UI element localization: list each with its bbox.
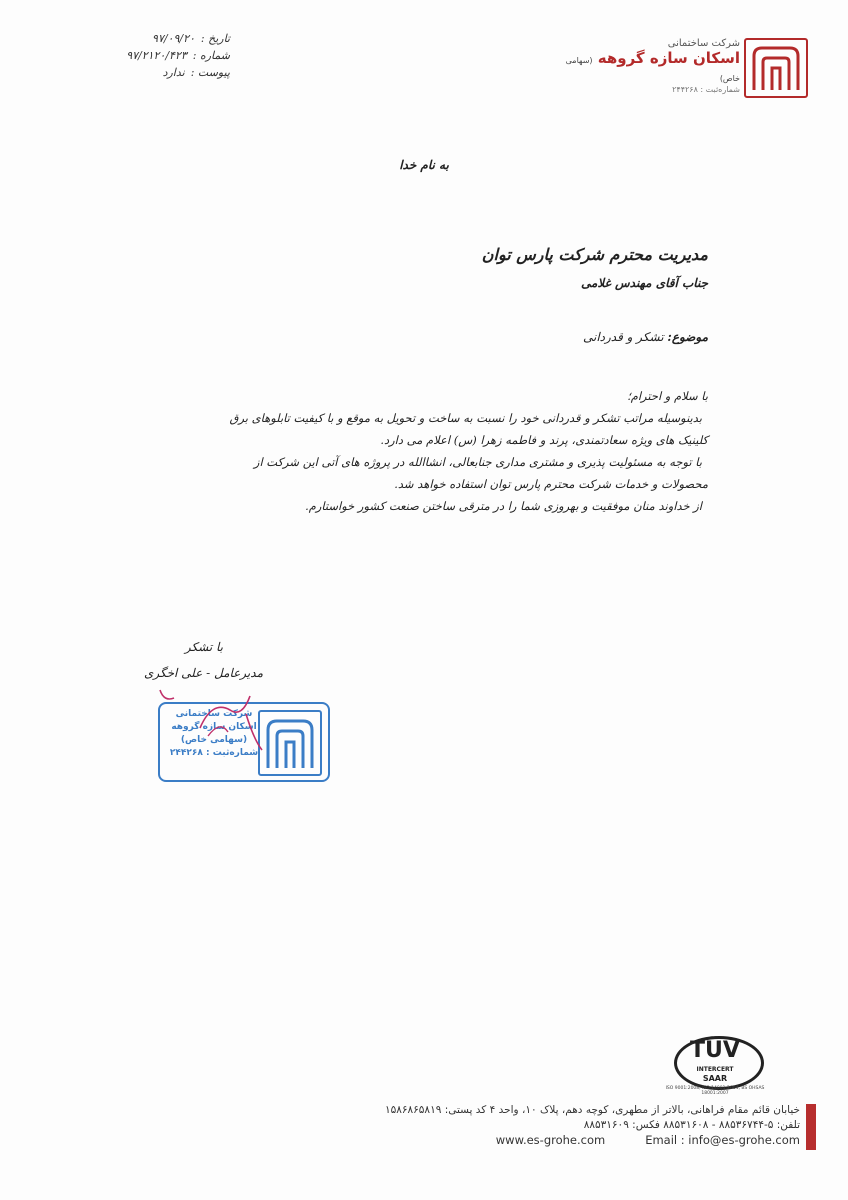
footer-email[interactable]: Email : info@es-grohe.com [645,1133,800,1147]
stamp-line: (سهامی خاص) [180,735,248,745]
attachment-label: پیوست : [190,66,230,79]
footer-web [340,1133,800,1148]
body-line: محصولات و خدمات شرکت محترم پارس توان استفاده خواهد شد. [394,477,708,491]
tuv-line1: INTERCERT [696,1066,734,1073]
body-line: از خداوند منان موفقیت و بهروزی شما را در مترقی ساختن صنعت کشور خواستارم. [305,499,702,513]
number-label: شماره : [192,49,230,62]
date-label: تاریخ : [200,32,230,45]
attachment-row [70,64,230,81]
tuv-line2: SAAR [702,1074,728,1083]
stamp-line: شماره‌ثبت : ۲۴۴۲۶۸ [169,748,259,758]
stamp-line: شرکت ساختمانی [175,709,253,719]
footer-accent-bar [806,1104,816,1150]
greeting: با سلام و احترام؛ [627,389,708,403]
stamp-line: اسکان سازه گروهه [171,722,257,732]
body-line: با توجه به مسئولیت پذیری و مشتری مداری جنابعالی، انشاالله در پروژه های آتی این شرکت از [253,455,702,469]
signature-block [113,634,263,686]
company-logo [558,36,808,100]
tuv-iso: ISO 9001:2008, ISO 14001:2004, BS OHSAS 18001:2007 [665,1086,765,1096]
subject-text: تشکر و قدردانی [582,330,664,344]
body-line: کلینیک های ویژه سعادتمندی، پرند و فاطمه زهرا (س) اعلام می دارد. [380,433,708,447]
letter-body [148,385,708,517]
recipient: مدیریت محترم شرکت پارس توان [481,245,708,264]
logo-emblem-icon [744,38,808,98]
body-line: بدینوسیله مراتب تشکر و قدردانی خود را نسبت به ساخت و تحویل به موقع و با کیفیت تابلوهای برق [229,411,702,425]
tuv-certification [660,1032,770,1102]
company-suffix: (سهامی خاص) [565,56,740,83]
company-registration: شماره‌ثبت : ۲۴۴۲۶۸ [672,85,740,94]
subject-label: موضوع: [667,330,708,344]
footer [340,1103,800,1148]
letter-meta [70,30,230,81]
footer-website[interactable]: www.es-grohe.com [495,1133,606,1147]
date-value: ۹۷/۰۹/۲۰ [152,32,195,45]
number-row [70,47,230,64]
date-row [70,30,230,47]
company-type: شرکت ساختمانی [667,38,740,49]
bismillah: به نام خدا [399,158,449,172]
subject-line [583,330,708,344]
closing: با تشکر [184,640,223,654]
signer: مدیرعامل - علی اخگری [143,666,263,680]
company-name-text: اسکان سازه گروهه [597,49,740,67]
signature-scribble-icon [150,680,290,760]
footer-phones: تلفن: ۵-۸۸۵۳۶۷۴۴ - ۸۸۵۳۱۶۰۸ فکس: ۸۸۵۳۱۶۰۹ [583,1119,800,1131]
number-value: ۹۷/۲۱۲۰/۴۲۳ [126,49,187,62]
company-name [560,49,740,85]
footer-address: خیابان قائم مقام فراهانی، بالاتر از مطهری، کوچه دهم، پلاک ۱۰، واحد ۴ کد پستی: ۱۵۸۶۸۶۵۸۱۹ [384,1104,800,1116]
tuv-brand: TÜV [690,1038,740,1063]
logo-text [560,38,740,94]
attachment-value: ندارد [162,66,185,79]
attention-line: جناب آقای مهندس غلامی [580,276,708,290]
